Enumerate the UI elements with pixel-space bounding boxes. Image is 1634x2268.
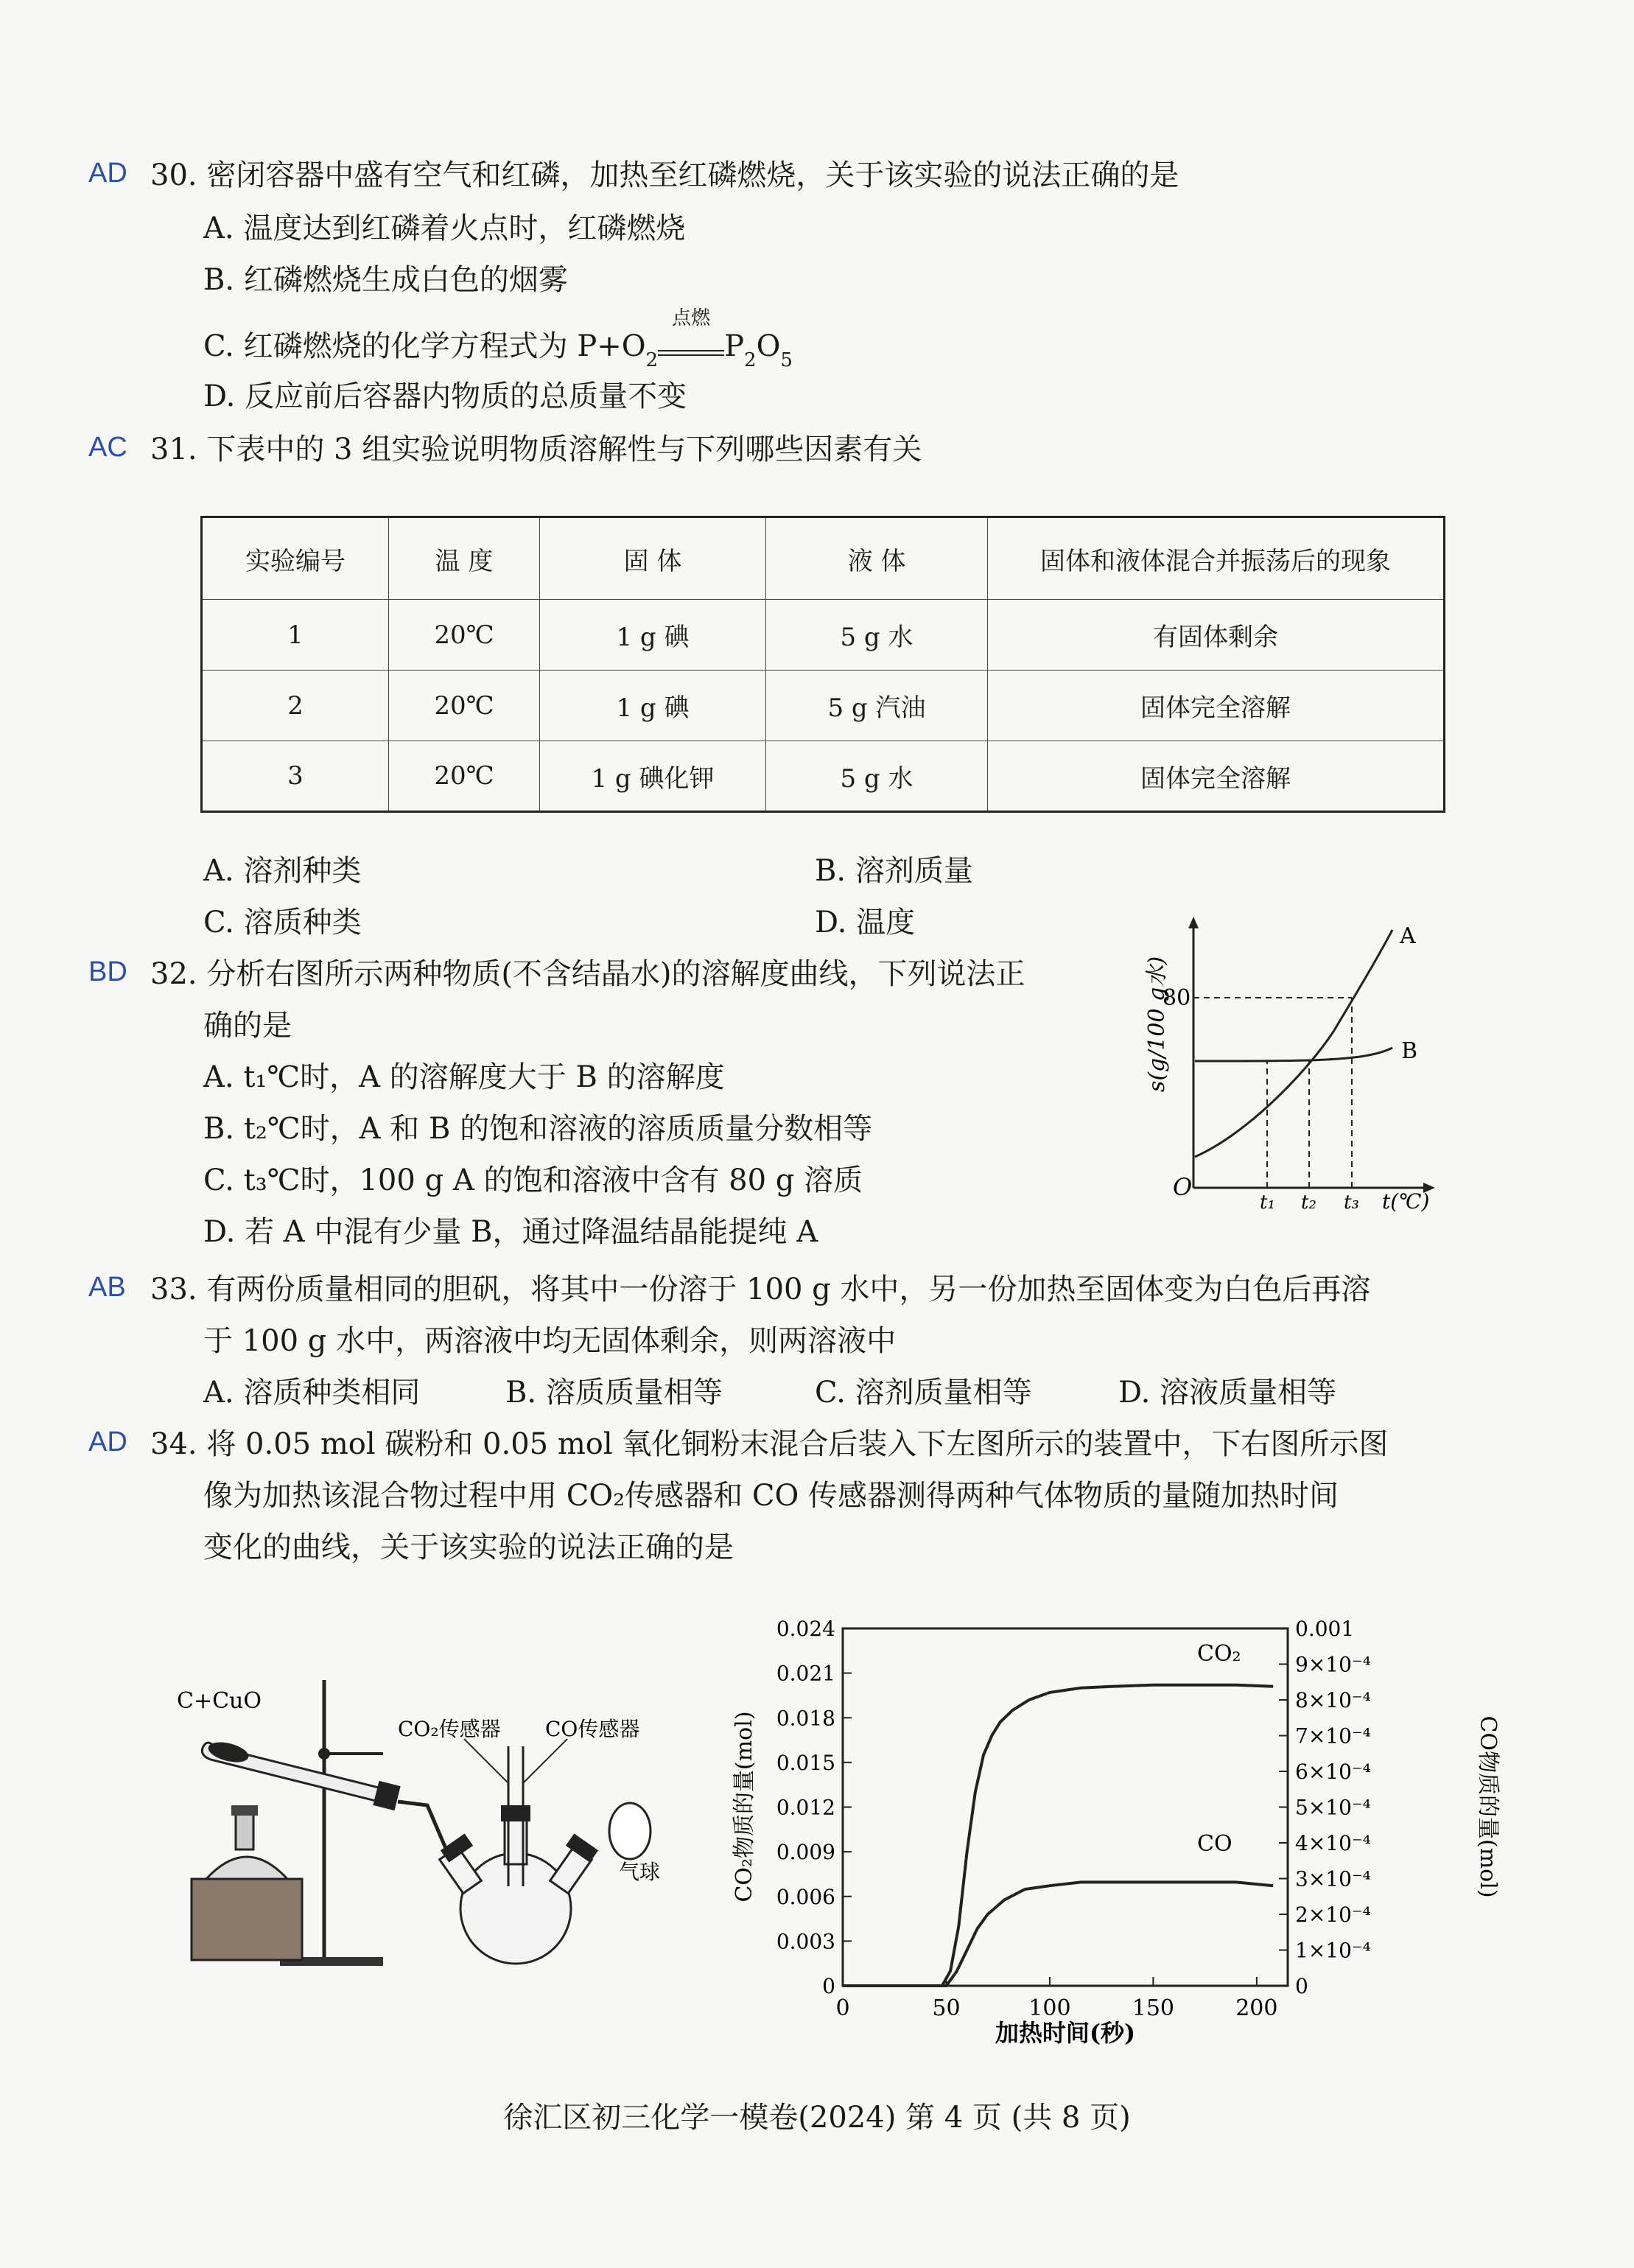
co2-sensor-label: CO₂传感器: [398, 1717, 501, 1741]
left-tick-label: 0: [822, 1974, 835, 1998]
table-row: [202, 671, 1445, 741]
right-tick-label: 8×10⁻⁴: [1295, 1688, 1371, 1712]
right-tick-label: 0: [1295, 1974, 1308, 1998]
q32-option-a: A. t₁℃时，A 的溶解度大于 B 的溶解度: [203, 1060, 725, 1094]
table-cell: 5 g 水: [766, 741, 988, 812]
y-axis-label-left: CO₂物质的量(mol): [732, 1711, 757, 1903]
table-cell: 20℃: [389, 600, 540, 671]
right-tick-label: 0.001: [1295, 1617, 1355, 1641]
series-co2-label: CO₂: [1197, 1641, 1241, 1667]
table-cell: 1 g 碘化钾: [540, 741, 766, 812]
x-tick-t3: t₃: [1344, 1191, 1359, 1214]
question-34-stem-line3: 变化的曲线，关于该实验的说法正确的是: [203, 1530, 734, 1564]
solubility-chart: [1135, 914, 1459, 1223]
table-cell: 固体完全溶解: [988, 671, 1445, 741]
table-header-row: [202, 517, 1445, 600]
q31-option-b: B. 溶剂质量: [815, 854, 973, 888]
q33-option-c: C. 溶剂质量相等: [815, 1376, 1032, 1410]
left-tick-label: 0.021: [776, 1661, 835, 1686]
series-co-label: CO: [1197, 1831, 1232, 1857]
origin-label: O: [1173, 1173, 1193, 1201]
co-sensor-label: CO传感器: [545, 1717, 640, 1741]
y-axis-label: s(g/100 g水): [1144, 956, 1170, 1093]
left-tick-label: 0.024: [776, 1617, 835, 1641]
table-cell: 5 g 汽油: [766, 671, 988, 741]
table-cell: 1: [202, 600, 389, 671]
left-tick-label: 0.012: [776, 1795, 835, 1820]
q31-option-c: C. 溶质种类: [203, 906, 362, 939]
x-axis-label: t(℃): [1382, 1189, 1430, 1214]
question-33-stem-line1: 33. 有两份质量相同的胆矾，将其中一份溶于 100 g 水中，另一份加热至固体变为白色后再溶: [150, 1273, 1371, 1306]
q30-option-d: D. 反应前后容器内物质的总质量不变: [203, 379, 687, 413]
x-ticks: [835, 1977, 1277, 2021]
reactant-label: C+CuO: [177, 1688, 262, 1714]
three-neck-flask: [440, 1746, 598, 1964]
table-cell: 20℃: [389, 671, 540, 741]
x-tick-label: 100: [1028, 1995, 1071, 2021]
table-cell: 3: [202, 741, 389, 812]
right-tick-label: 5×10⁻⁴: [1295, 1795, 1371, 1820]
curve-b: [1195, 1048, 1392, 1061]
table-cell: 有固体剩余: [988, 600, 1445, 671]
y-axis-arrow: [1188, 917, 1199, 928]
x-axis-label: 加热时间(秒): [995, 2019, 1136, 2047]
series-co-line: [843, 1882, 1273, 1986]
product-p: P: [724, 329, 745, 363]
question-34-stem-line2: 像为加热该混合物过程中用 CO₂传感器和 CO 传感器测得两种气体物质的量随加热时间: [203, 1479, 1339, 1513]
apparatus-diagram: [169, 1665, 715, 1975]
o2-subscript: 2: [645, 349, 659, 371]
balloon-icon: [609, 1803, 651, 1859]
x-tick-label: 50: [932, 1995, 961, 2021]
q30-option-a: A. 温度达到红磷着火点时，红磷燃烧: [203, 211, 686, 245]
table-row: [202, 600, 1445, 671]
question-34-stem-line1: 34. 将 0.05 mol 碳粉和 0.05 mol 氧化铜粉末混合后装入下左图所示的装置中，下右图所示图: [150, 1427, 1389, 1461]
curve-a-label: A: [1400, 923, 1416, 949]
left-tick-label: 0.003: [776, 1929, 835, 1954]
right-tick-label: 4×10⁻⁴: [1295, 1831, 1371, 1855]
table-cell: 1 g 碘: [540, 600, 766, 671]
table-header: 温 度: [389, 517, 540, 600]
question-33-stem-line2: 于 100 g 水中，两溶液中均无固体剩余，则两溶液中: [203, 1324, 897, 1358]
table-cell: 20℃: [389, 741, 540, 812]
answer-q30: AD: [88, 158, 127, 189]
question-32-stem-line2: 确的是: [203, 1009, 292, 1043]
q31-option-a: A. 溶剂种类: [203, 854, 362, 888]
q30-option-c: C. 红磷燃烧的化学方程式为 $P+O_2$ 点燃 $P_2O_5$: [203, 307, 793, 371]
table-header: 实验编号: [202, 517, 389, 600]
curve-a: [1195, 930, 1392, 1157]
q33-option-a: A. 溶质种类相同: [203, 1376, 421, 1410]
right-tick-label: 1×10⁻⁴: [1295, 1938, 1371, 1963]
reaction-condition: 点燃: [672, 307, 711, 329]
x-tick-label: 200: [1235, 1995, 1278, 2021]
right-tick-label: 3×10⁻⁴: [1295, 1866, 1371, 1891]
left-tick-label: 0.009: [776, 1840, 835, 1865]
right-tick-label: 9×10⁻⁴: [1295, 1652, 1371, 1677]
right-tick-label: 6×10⁻⁴: [1295, 1760, 1371, 1784]
q32-option-b: B. t₂℃时，A 和 B 的饱和溶液的溶质质量分数相等: [203, 1112, 873, 1146]
x-tick-t2: t₂: [1301, 1191, 1316, 1214]
plot-frame: [843, 1628, 1288, 1986]
experiment-table: [200, 516, 1445, 813]
left-tick-label: 0.006: [776, 1884, 835, 1909]
x-tick-t1: t₁: [1260, 1191, 1275, 1214]
x-tick-label: 0: [835, 1995, 850, 2021]
q32-option-c: C. t₃℃时，100 g A 的饱和溶液中含有 80 g 溶质: [203, 1163, 863, 1197]
q33-option-d: D. 溶液质量相等: [1118, 1376, 1337, 1410]
right-tick-label: 2×10⁻⁴: [1295, 1903, 1371, 1927]
answer-q33: AB: [88, 1272, 126, 1303]
page-footer: 徐汇区初三化学一模卷(2024) 第 4 页 (共 8 页): [503, 2101, 1131, 2135]
q30-option-c-text: C. 红磷燃烧的化学方程式为 P+O: [203, 329, 646, 363]
question-31-stem: 31. 下表中的 3 组实验说明物质溶解性与下列哪些因素有关: [150, 433, 922, 466]
table-header: 固 体: [540, 517, 766, 600]
gas-tube: [398, 1802, 449, 1857]
y-tick-80: 80: [1163, 985, 1191, 1011]
table-row: [202, 741, 1445, 812]
balloon-label: 气球: [619, 1860, 661, 1884]
table-header: 固体和液体混合并振荡后的现象: [988, 517, 1445, 600]
gas-sensor-chart: [707, 1606, 1503, 2048]
left-tick-label: 0.018: [776, 1706, 835, 1731]
test-tube: [202, 1739, 400, 1811]
table-cell: 1 g 碘: [540, 671, 766, 741]
table-cell: 固体完全溶解: [988, 741, 1445, 812]
left-tick-label: 0.015: [776, 1750, 835, 1775]
answer-q32: BD: [88, 956, 127, 987]
question-30-stem: 30. 密闭容器中盛有空气和红磷，加热至红磷燃烧，关于该实验的说法正确的是: [150, 158, 1179, 192]
x-tick-label: 150: [1132, 1995, 1175, 2021]
table-cell: 5 g 水: [766, 600, 988, 671]
question-32-stem-line1: 32. 分析右图所示两种物质(不含结晶水)的溶解度曲线，下列说法正: [150, 957, 1025, 991]
curve-b-label: B: [1401, 1038, 1418, 1064]
right-y-ticks: [1279, 1617, 1371, 1998]
answer-q34: AD: [88, 1427, 127, 1457]
q32-option-d: D. 若 A 中混有少量 B，通过降温结晶能提纯 A: [203, 1215, 818, 1249]
reaction-arrow: [658, 307, 724, 356]
left-y-ticks: [776, 1617, 852, 1998]
y-axis-label-right: CO物质的量(mol): [1475, 1715, 1501, 1898]
right-tick-label: 7×10⁻⁴: [1295, 1723, 1371, 1749]
q31-option-d: D. 温度: [815, 906, 916, 939]
q33-option-b: B. 溶质质量相等: [505, 1376, 723, 1410]
q30-option-b: B. 红磷燃烧生成白色的烟雾: [203, 263, 568, 297]
table-cell: 2: [202, 671, 389, 741]
answer-q31: AC: [88, 432, 127, 463]
burner: [192, 1805, 302, 1960]
table-header: 液 体: [766, 517, 988, 600]
